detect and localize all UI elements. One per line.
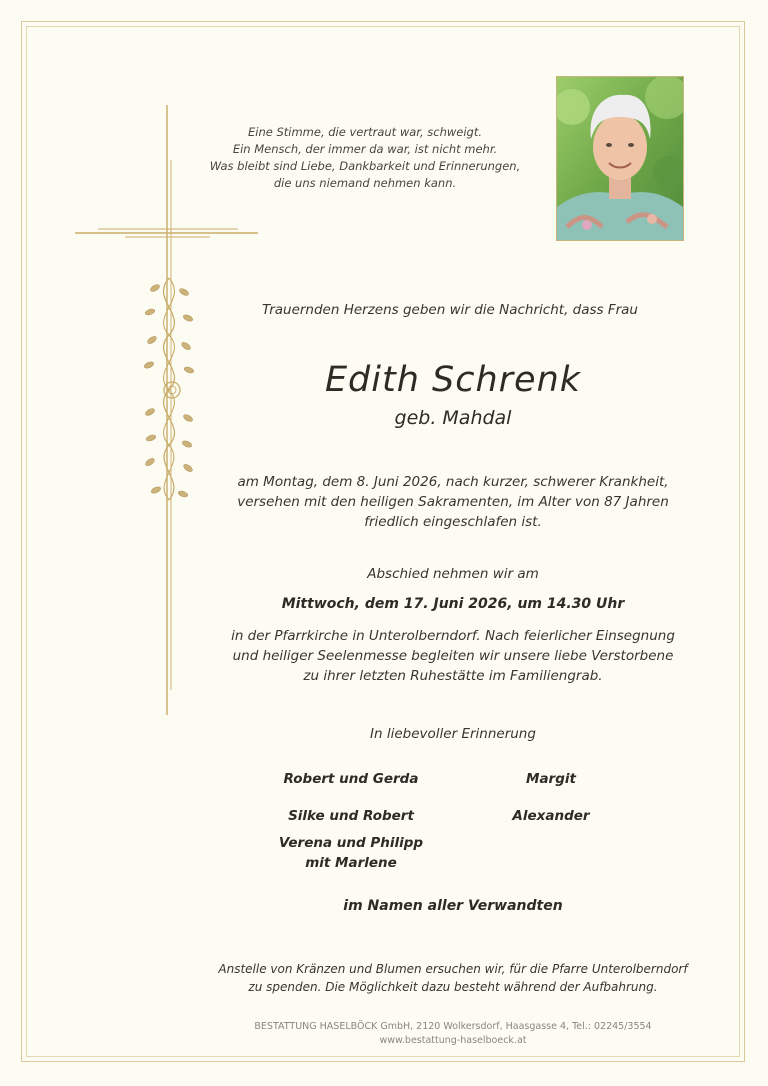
mourner-name: Margit [526, 771, 576, 787]
closing-line: im Namen aller Verwandten [343, 898, 563, 914]
intro-line: Trauernden Herzens geben wir die Nachricht, dass Frau [262, 302, 638, 318]
poem-line: Was bleibt sind Liebe, Dankbarkeit und Erinnerungen, [209, 159, 521, 173]
mourner-line: Verena und Philipp [278, 835, 424, 851]
death-notice-line: friedlich eingeschlafen ist. [364, 514, 542, 530]
portrait-image [557, 77, 683, 240]
mourner-name [251, 833, 451, 873]
mourner-line: mit Marlene [305, 855, 397, 871]
death-notice-line: versehen mit den heiligen Sakramenten, im Alter von 87 Jahren [237, 494, 669, 510]
funeral-date: Mittwoch, dem 17. Juni 2026, um 14.30 Uhr [281, 596, 625, 612]
ceremony-details [210, 626, 696, 686]
deceased-name: Edith Schrenk [324, 360, 582, 400]
death-notice [210, 472, 696, 532]
memory-line: In liebevoller Erinnerung [370, 726, 536, 742]
poem-line: Eine Stimme, die vertraut war, schweigt. [247, 125, 483, 139]
mourner-name: Silke und Robert [288, 808, 414, 824]
poem [200, 124, 530, 192]
footer-company: BESTATTUNG HASELBÖCK GmbH, 2120 Wolkersdorf, Haasgasse 4, Tel.: 02245/3554 [254, 1021, 652, 1032]
donation-request [200, 960, 706, 996]
maiden-name: geb. Mahdal [394, 407, 512, 429]
mourner-name: Alexander [512, 808, 590, 824]
ceremony-line: in der Pfarrkirche in Unterolberndorf. Nach feierlicher Einsegnung [231, 628, 675, 644]
poem-line: Ein Mensch, der immer da war, ist nicht mehr. [232, 142, 498, 156]
request-line: zu spenden. Die Möglichkeit dazu besteht während der Aufbahrung. [248, 980, 658, 994]
death-notice-line: am Montag, dem 8. Juni 2026, nach kurzer, schwerer Krankheit, [237, 474, 669, 490]
footer [200, 1020, 706, 1048]
farewell-intro: Abschied nehmen wir am [367, 566, 539, 582]
ceremony-line: und heiliger Seelenmesse begleiten wir unsere liebe Verstorbene [232, 648, 674, 664]
request-line: Anstelle von Kränzen und Blumen ersuchen wir, für die Pfarre Unterolberndorf [218, 962, 688, 976]
portrait-photo [556, 76, 684, 241]
poem-line: die uns niemand nehmen kann. [273, 176, 457, 190]
mourner-name: Robert und Gerda [283, 771, 419, 787]
footer-website[interactable]: www.bestattung-haselboeck.at [379, 1035, 527, 1046]
ceremony-line: zu ihrer letzten Ruhestätte im Familiengrab. [303, 668, 603, 684]
